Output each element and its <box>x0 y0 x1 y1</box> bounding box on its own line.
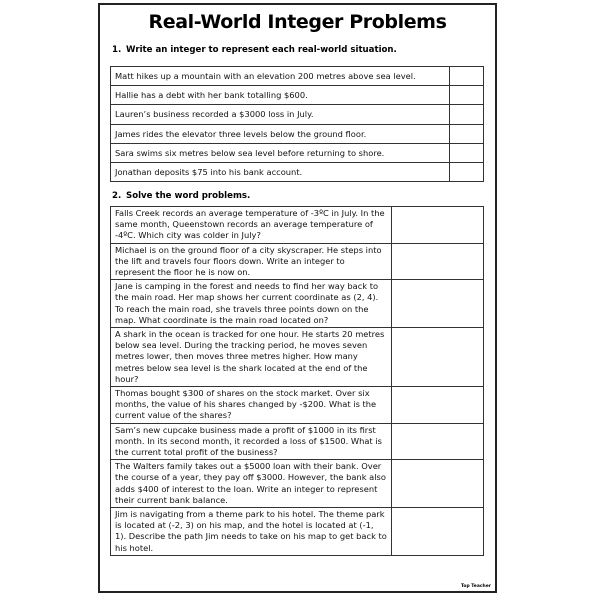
answer-box[interactable] <box>392 328 484 387</box>
question-text: Matt hikes up a mountain with an elevation 200 metres above sea level. <box>111 67 450 86</box>
section-2-number: 2. <box>112 191 122 201</box>
table-row <box>111 243 484 280</box>
answer-box[interactable] <box>392 387 484 424</box>
table-row <box>111 67 484 86</box>
problem-text: Michael is on the ground floor of a city skyscraper. He steps into the lift and travels four floors down. Write an integer to represent the floor he is now on. <box>111 243 392 280</box>
table-row <box>111 423 484 460</box>
page-title: Real-World Integer Problems <box>148 11 447 33</box>
answer-box[interactable] <box>392 423 484 460</box>
question-text: Hallie has a debt with her bank totalling $600. <box>111 86 450 105</box>
problem-text: A shark in the ocean is tracked for one hour. He starts 20 metres below sea level. During the tracking period, he moves seven metres lower, then moves three metres higher. How many metres below sea level is the shark located at the end of the hour? <box>111 328 392 387</box>
table-row <box>111 280 484 328</box>
answer-box[interactable] <box>392 508 484 556</box>
question-text: Jonathan deposits $75 into his bank account. <box>111 162 450 181</box>
table-row <box>111 207 484 244</box>
answer-box[interactable] <box>392 207 484 244</box>
section-1-instruction: Write an integer to represent each real-world situation. <box>126 45 397 55</box>
section-2-table <box>110 206 484 556</box>
worksheet <box>98 3 497 593</box>
problem-text: Thomas bought $300 of shares on the stock market. Over six months, the value of his shares changed by -$200. What is the current value of the shares? <box>111 387 392 424</box>
section-2-instruction: Solve the word problems. <box>126 191 251 201</box>
question-text: Sara swims six metres below sea level before returning to shore. <box>111 143 450 162</box>
table-row <box>111 387 484 424</box>
answer-box[interactable] <box>450 124 484 143</box>
table-row <box>111 86 484 105</box>
table-row <box>111 105 484 124</box>
answer-box[interactable] <box>450 105 484 124</box>
table-row <box>111 328 484 387</box>
answer-box[interactable] <box>450 162 484 181</box>
answer-box[interactable] <box>392 280 484 328</box>
problem-text: The Walters family takes out a $5000 loan with their bank. Over the course of a year, they pay off $3000. However, the bank also adds $400 of interest to the loan. Write an integer to represent their current bank balance. <box>111 460 392 508</box>
answer-box[interactable] <box>450 67 484 86</box>
question-text: James rides the elevator three levels below the ground floor. <box>111 124 450 143</box>
answer-box[interactable] <box>450 86 484 105</box>
problem-text: Falls Creek records an average temperature of -3ºC in July. In the same month, Queenstown records an average temperature of -4ºC. Which city was colder in July? <box>111 207 392 244</box>
question-text: Lauren’s business recorded a $3000 loss in July. <box>111 105 450 124</box>
section-1-number: 1. <box>112 45 122 55</box>
table-row <box>111 508 484 556</box>
answer-box[interactable] <box>450 143 484 162</box>
brand-logo: Top Teacher <box>460 584 491 589</box>
table-row <box>111 460 484 508</box>
problem-text: Jane is camping in the forest and needs to find her way back to the main road. Her map shows her current coordinate as (2, 4). To reach the main road, she travels three points down on the map. What coordinate is the main road located on? <box>111 280 392 328</box>
answer-box[interactable] <box>392 460 484 508</box>
table-row <box>111 162 484 181</box>
section-1-table <box>110 66 484 182</box>
answer-box[interactable] <box>392 243 484 280</box>
table-row <box>111 143 484 162</box>
section-1-heading <box>112 45 397 55</box>
table-row <box>111 124 484 143</box>
section-2-heading <box>112 191 250 201</box>
problem-text: Jim is navigating from a theme park to his hotel. The theme park is located at (-2, 3) on his map, and the hotel is located at (-1, 1). Describe the path Jim needs to take on his map to get back to his hotel. <box>111 508 392 556</box>
problem-text: Sam’s new cupcake business made a profit of $1000 in its first month. In its second month, it recorded a loss of $1500. What is the current total profit of the business? <box>111 423 392 460</box>
